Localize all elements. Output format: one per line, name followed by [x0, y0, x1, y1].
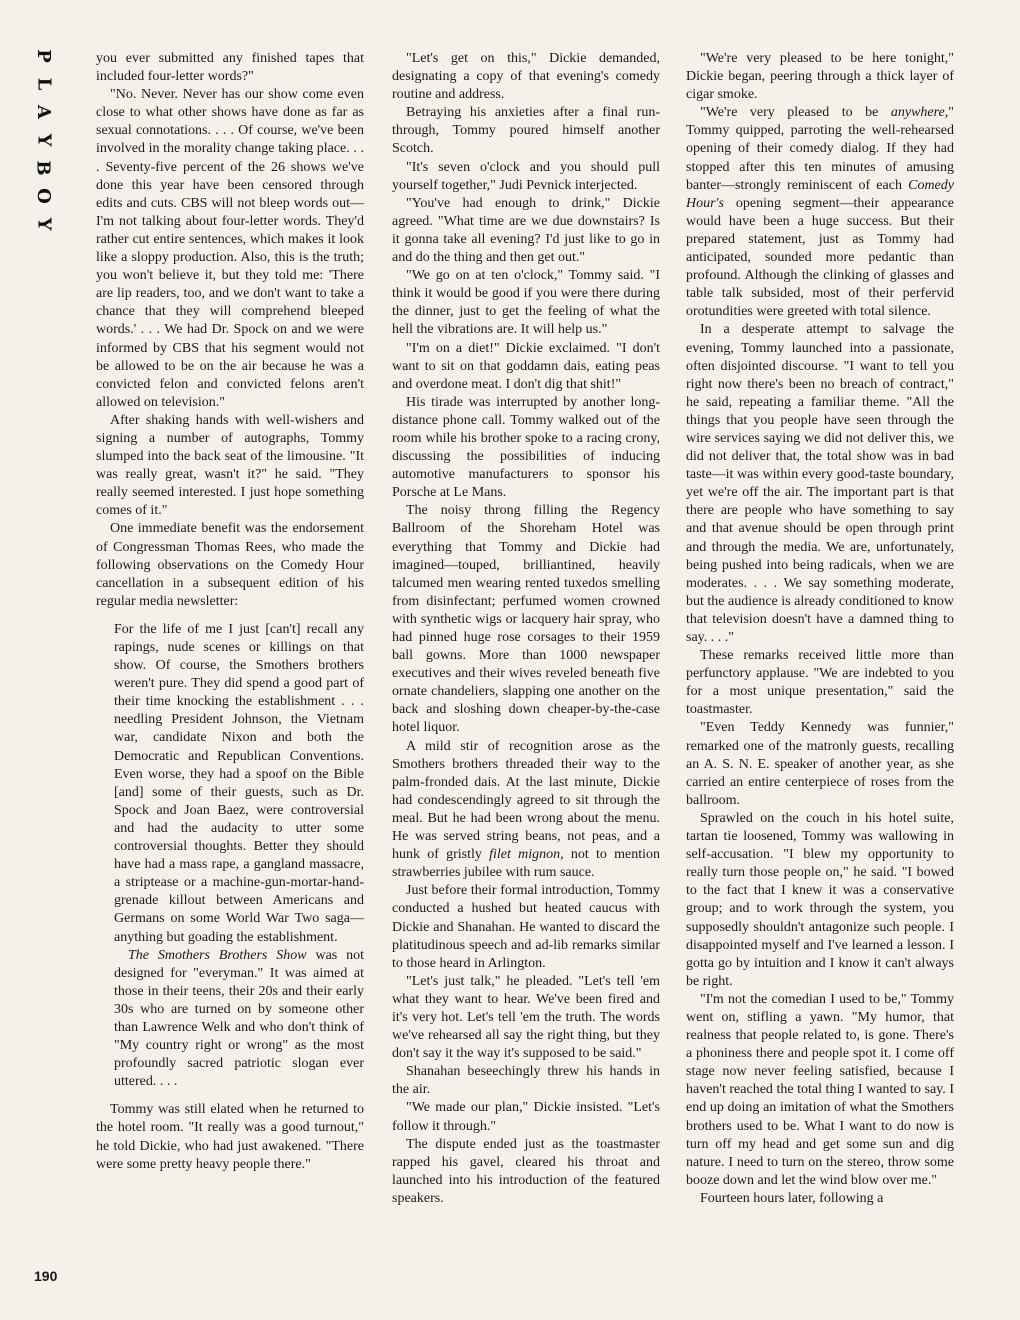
paragraph: Shanahan beseechingly threw his hands in the air. [392, 1064, 660, 1098]
paragraph: "We made our plan," Dickie insisted. "Let's follow it through." [392, 1100, 660, 1134]
quote-text: was not designed for "everyman." It was aimed at those in their teens, their 20s and their early 30s who are turned on by someone other than Lawrence Welk and who don't think of "My country right or wrong" as the most profoundly sacred patriotic slogan ever uttered. . . . [114, 947, 364, 1090]
paragraph: "I'm not the comedian I used to be," Tommy went on, stifling a yawn. "My humor, that realness that people related to, is gone. There's a phoniness there and people spot it. I come off stage now never feeling satisfied, because I haven't reached the total thing I wanted to say. I end up doing an imitation of what the Smothers brothers used to be. What I want to do now is turn off my head and get some sun and dig nature. I need to turn on the stereo, throw some booze down and let the wind blow over me." [686, 991, 954, 1188]
masthead-letter: O [33, 188, 54, 204]
text-run: not to mention strawberries jubilee with rum sauce. [392, 847, 660, 881]
page-number: 190 [34, 1268, 58, 1284]
paragraph [686, 104, 954, 321]
block-quote [114, 621, 364, 1091]
paragraph: "We go on at ten o'clock," Tommy said. "I think it would be good if you were there during the dinner, just to get the feeling of what the hell the vibrations are. It will help us." [392, 268, 660, 338]
playboy-masthead [28, 46, 58, 234]
paragraph: Sprawled on the couch in his hotel suite, tartan tie loosened, Tommy was wallowing in self-accusation. "I blew my opportunity to really turn those people on," he said. "I bowed to the fact that I knew it was a conservative group; and to work through the system, you supposedly shouldn't antagonize such people. I disappointed myself and I've learned a lesson. I gotta go by intuition and I know it can't always be right. [686, 810, 954, 989]
paragraph: The noisy throng filling the Regency Ballroom of the Shoreham Hotel was everything that Tommy and Dickie had imagined—touped, brilliantined, heavily talcumed men wearing rented tuxedos smelling from disinfectant; perfumed women crowned with synthetic wigs or lacquery hair spray, who had pinned huge rose corsages to their 1959 ball gowns. More than 1000 newspaper executives and their wives reveled beneath five ornate chandeliers, slapping one another on the back and sloshing down cheaper-by-the-case hotel liquor. [392, 503, 660, 736]
paragraph: After shaking hands with well-wishers and signing a number of autographs, Tommy slumped into the back seat of the limousine. "It was really great, wasn't it?" he said. "They really seemed interested. I just hope something comes of it." [96, 412, 364, 519]
paragraph: you ever submitted any finished tapes that included four-letter words?" [96, 51, 364, 85]
paragraph: "We're very pleased to be here tonight," Dickie began, peering through a thick layer of cigar smoke. [686, 51, 954, 103]
masthead-letter: Y [32, 217, 54, 231]
show-title: The Smothers Brothers Show [128, 947, 307, 963]
paragraph: "No. Never. Never has our show come even close to what other shows have done as far as sexual connotations. . . . Of course, we've been involved in the morality change taking place. . . . Seventy-five percent of the 26 shows we've done this year have been censored through edits and cuts. CBS will not bleep words out—I'm not talking about four-letter words. They'd rather cut entire sentences, which makes it look like a sloppy production. Also, this is the truth; you won't believe it, but they told me: 'There are lip readers, too, and we don't want to take a chance that they will comprehend bleeped words.' . . . We had Dr. Spock on and we were informed by CBS that his segment would not be allowed to be on the air because he was a convicted felon and convicted felons aren't allowed on television." [96, 87, 364, 410]
quote-paragraph [114, 947, 364, 1092]
text-run: " Tommy quipped, parroting the well-rehearsed opening of their comedy dialog. If they had stopped after this ten minutes of amusing banter—strongly reminiscent of each [686, 105, 954, 193]
paragraph: "Let's get on this," Dickie demanded, designating a copy of that evening's comedy routine and address. [392, 51, 660, 103]
paragraph: "Let's just talk," he pleaded. "Let's tell 'em what they want to hear. We've been fired and it's very hot. Let's tell 'em the truth. The words we've rehearsed all say the right thing, but they don't say it the way it's supposed to be said." [392, 973, 660, 1062]
text-run: opening segment—their appearance would have been a huge success. But their prepared statement, just as Tommy had anticipated, sounded more pedantic than profound. Although the clinking of glasses and table talk subsided, most of their perfervid orotundities were greeted with total silence. [686, 195, 954, 320]
masthead-letter: P [32, 49, 54, 63]
paragraph: The dispute ended just as the toastmaster rapped his gavel, cleared his throat and launched into his introduction of the featured speakers. [392, 1136, 660, 1206]
text-run: "We're very pleased to be [700, 105, 891, 121]
paragraph: One immediate benefit was the endorsement of Congressman Thomas Rees, who made the following observations on the Comedy Hour cancellation in a subsequent edition of his regular media newsletter: [96, 521, 364, 609]
paragraph: "It's seven o'clock and you should pull yourself together," Judi Pevnick interjected. [392, 159, 660, 193]
paragraph: Just before their formal introduction, Tommy conducted a hushed but heated caucus with Dickie and Shanahan. He wanted to discard the platitudinous speech and ad-lib remarks similar to those heard in Arlington. [392, 883, 660, 971]
masthead-letter: A [33, 105, 54, 119]
italic-text: anywhere, [890, 105, 949, 121]
quote-paragraph: For the life of me I just [can't] recall any rapings, nude scenes or killings on that show. Of course, the Smothers brothers weren't pure. They did spend a good part of their time knocking the establishment . . . needling President Johnson, the Vietnam war, candidate Nixon and both the Democratic and Republican Conventions. Even worse, they had a spoof on the Bible [and] some of their guests, such as Dr. Spock and Joan Baez, were controversial and had the audacity to utter some controversial thoughts. Better they should have had a mass rape, a gangland massacre, a striptease or a machine-gun-mortar-hand-grenade killout between Americans and Germans on some World War Two saga—anything but goading the establishment. [114, 621, 364, 945]
paragraph: Fourteen hours later, following a [700, 1190, 884, 1206]
paragraph: His tirade was interrupted by another long-distance phone call. Tommy walked out of the room while his brother spoke to a racing crony, discussing the possibilities of inducing automotive manufacturers to sponsor his Porsche at Le Mans. [392, 394, 660, 501]
masthead-letter: Y [32, 133, 54, 147]
text-column-1 [96, 50, 364, 1174]
text-column-2 [392, 50, 660, 1208]
text-run: A mild stir of recognition arose as the Smothers brothers threaded their way to the palm-fronded dais. At the last minute, Dickie had condescendingly agreed to sit through the meal. But he had been wrong about the menu. He was served string beans, not peas, and a hunk of gristly [392, 738, 660, 863]
paragraph [392, 738, 660, 883]
paragraph: "I'm on a diet!" Dickie exclaimed. "I don't want to sit on that goddamn dais, eating peas and overdone meat. I don't dig that shit!" [392, 340, 660, 392]
paragraph: These remarks received little more than perfunctory applause. "We are indebted to you for a most unique presentation," said the toastmaster. [686, 648, 954, 718]
paragraph: Tommy was still elated when he returned to the hotel room. "It really was a good turnout," he told Dickie, who had just awakened. "There were some pretty heavy people there." [96, 1102, 364, 1172]
text-column-3 [686, 50, 954, 1208]
paragraph: "You've had enough to drink," Dickie agreed. "What time are we due downstairs? Is it gonna take all evening? I'd just like to go in and do the thing and then get out." [392, 195, 660, 266]
paragraph: In a desperate attempt to salvage the evening, Tommy launched into a passionate, often disjointed discourse. "I want to tell you right now there's been no breach of contract," he said, repeating a familiar theme. "All the things that you people have seen through the wire services saying we did not deliver this, we did not deliver that, the total show was in bad taste—it was within every good-taste boundary, yet we're off the air. The important part is that there are people who have something to say and that avenue should be open through print and through the media. We are, unfortunately, being pushed into being radicals, when we are moderates. . . . We say something moderate, but the audience is already conditioned to know that television doesn't have a damned thing to say. . . ." [686, 322, 954, 645]
italic-text: filet mignon, [489, 847, 564, 863]
italic-text: Comedy Hour's [686, 177, 954, 211]
masthead-letter: L [33, 77, 54, 91]
masthead-letter: B [33, 160, 54, 176]
paragraph: Betraying his anxieties after a final run-through, Tommy poured himself another Scotch. [392, 105, 660, 157]
paragraph: "Even Teddy Kennedy was funnier," remarked one of the matronly guests, recalling an A. S. N. E. speaker of another year, as she carried an entire centerpiece of roses from the ballroom. [686, 720, 954, 808]
